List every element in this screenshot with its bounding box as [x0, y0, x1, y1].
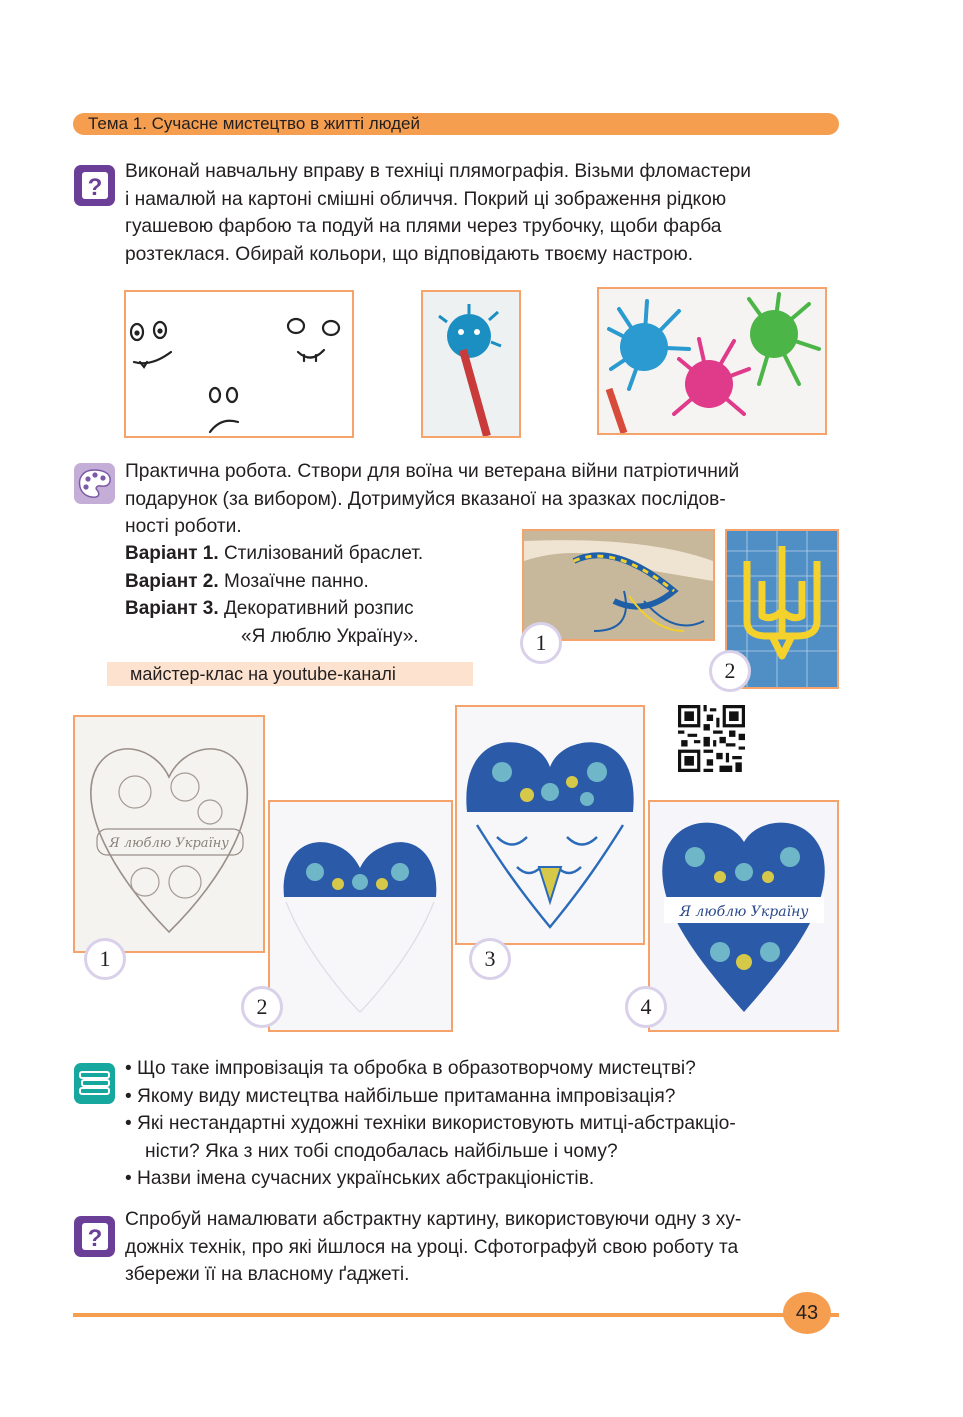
exercise-2-text: Спробуй намалювати абстрактну картину, використовуючи одну з ху- дожніх технік, про які йшлося на уроці. Сфотографуй свою роботу та збережи її на власному ґаджеті.	[125, 1209, 742, 1285]
photo-badge-1: 1	[520, 622, 562, 664]
step-badge-3: 3	[469, 938, 511, 980]
svg-text:?: ?	[87, 1225, 103, 1252]
variant-1: Варіант 1. Стилізований браслет.	[125, 543, 424, 564]
footer-line	[73, 1313, 839, 1317]
step-4-caption: Я люблю Україну	[679, 904, 809, 920]
question-3: • Які нестандартні художні техніки використовують митці-абстракціо-	[125, 1113, 736, 1134]
practical-work-text: Практична робота. Створи для воїна чи ветерана війни патріотичний подарунок (за вибором). Дотримуйся вказаної на зразках послідов- ності роботи.	[125, 461, 740, 537]
variant-3: Варіант 3. Декоративний розпис	[125, 598, 414, 619]
books-icon	[73, 1062, 116, 1105]
qr-code-icon[interactable]	[678, 705, 745, 772]
step-3-photo	[455, 705, 645, 945]
step-2-photo	[268, 800, 453, 1032]
question-4: • Назви імена сучасних українських абстракціоністів.	[125, 1168, 595, 1189]
blowing-paint-photo	[421, 290, 521, 438]
photo-badge-2: 2	[709, 650, 751, 692]
variant-2: Варіант 2. Мозаїчне панно.	[125, 570, 369, 592]
exercise-1-text: Виконай навчальну вправу в техніці плямографія. Візьми фломастери і намалюй на картоні смішні обличчя. Покрий ці зображення рідкою гуашевою фарбою та подуй на плями через трубочку, щоби фарба розтеклася. Обирай кольори, що відповідають твоєму настрою.	[125, 161, 752, 265]
svg-text:?: ?	[87, 174, 103, 201]
question-3-cont: ністи? Яка з них тобі сподобалась найбільше і чому?	[145, 1140, 618, 1162]
step-badge-4: 4	[625, 986, 667, 1028]
topic-title: Тема 1. Сучасне мистецтво в житті людей	[88, 114, 420, 133]
question-icon	[73, 1215, 116, 1258]
step-1-sketch-photo	[73, 715, 265, 953]
page-number: 43	[783, 1292, 831, 1334]
variants-list	[125, 540, 423, 650]
variant-3-continued: «Я люблю Україну».	[241, 625, 419, 647]
step-badge-1: 1	[84, 938, 126, 980]
step-1-caption: Я люблю Україну	[109, 836, 229, 851]
step-4-photo	[648, 800, 839, 1032]
question-1: • Що таке імпровізація та обробка в образотворчому мистецтві?	[125, 1058, 696, 1079]
youtube-link[interactable]: майстер-клас на youtube-каналі	[130, 664, 396, 684]
question-2: • Якому виду мистецтва найбільше притаманна імпровізація?	[125, 1085, 676, 1107]
question-icon	[73, 164, 116, 207]
step-badge-2: 2	[241, 986, 283, 1028]
faces-drawing-photo	[124, 290, 354, 438]
questions-list	[125, 1055, 736, 1193]
palette-icon	[73, 462, 116, 505]
paint-blots-photo	[597, 287, 827, 435]
